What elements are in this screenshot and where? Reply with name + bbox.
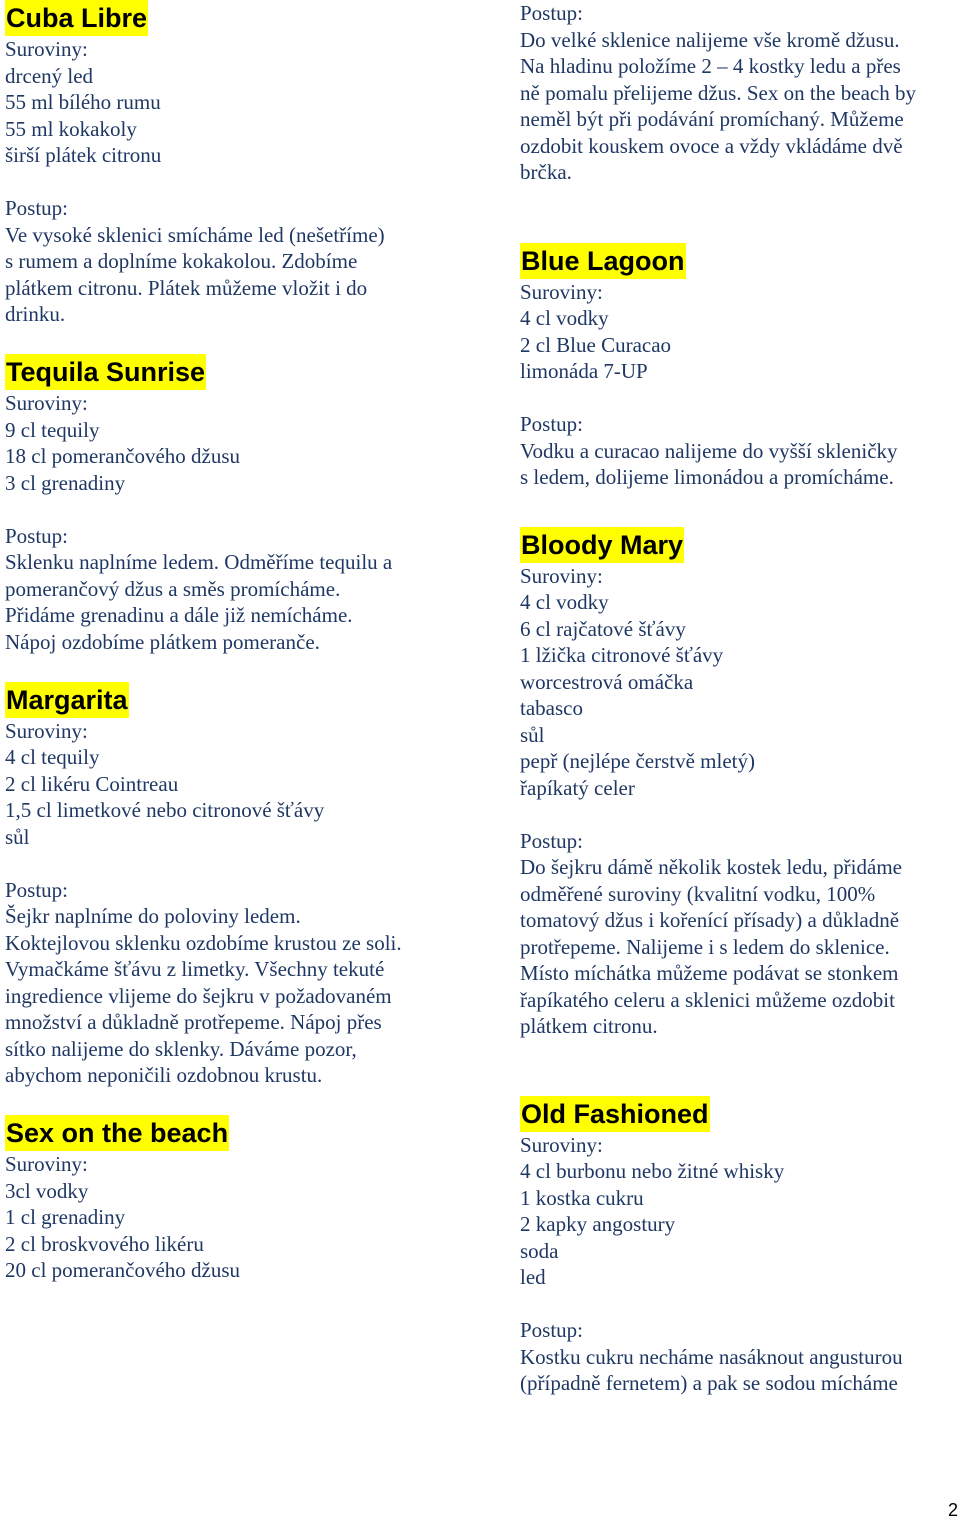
ingredients-list <box>5 63 475 169</box>
ingredients-label: Suroviny: <box>5 718 88 743</box>
recipe-title: Old Fashioned <box>520 1096 710 1132</box>
method-line: Vymačkáme šťávu z limetky. Všechny tekuté <box>5 957 385 981</box>
method-text <box>520 854 960 1040</box>
ingredients-list <box>520 1158 960 1291</box>
method-line: ingredience vlijeme do šejkru v požadovaném <box>5 983 392 1008</box>
ingredient-item: 1,5 cl limetkové nebo citronové šťávy <box>5 798 325 822</box>
recipe-cuba-libre <box>5 0 475 328</box>
ingredient-item: drcený led <box>5 63 94 88</box>
ingredient-item: 3cl vodky <box>5 1178 89 1203</box>
method-line: Nápoj ozdobíme plátkem pomeranče. <box>5 629 320 654</box>
ingredient-item: worcestrová omáčka <box>520 669 694 694</box>
recipe-title: Sex on the beach <box>5 1115 229 1151</box>
recipe-old-fashioned <box>520 1096 960 1397</box>
recipe-margarita <box>5 682 475 1089</box>
method-label: Postup: <box>520 1 584 25</box>
method-line: protřepeme. Nalijeme i s ledem do sklenice. <box>520 934 890 959</box>
method-line: sítko nalijeme do sklenky. Dáváme pozor, <box>5 1036 357 1061</box>
method-line: abychom neponičili ozdobnou krustu. <box>5 1063 323 1087</box>
recipe-blue-lagoon <box>520 243 960 491</box>
recipe-tequila-sunrise <box>5 354 475 655</box>
method-line: řapíkatého celeru a sklenici můžeme ozdobit <box>520 987 895 1012</box>
ingredient-item: 3 cl grenadiny <box>5 470 126 495</box>
ingredient-item: soda <box>520 1238 559 1263</box>
ingredient-item: 9 cl tequily <box>5 417 100 442</box>
ingredient-item: 4 cl vodky <box>520 590 609 614</box>
method-label: Postup: <box>5 196 69 220</box>
ingredient-item: 1 lžička citronové šťávy <box>520 643 724 667</box>
method-line: Do šejkru dámě několik kostek ledu, přidáme <box>520 855 902 879</box>
method-line: (případně fernetem) a pak se sodou mícháme <box>520 1371 898 1395</box>
ingredient-item: 55 ml bílého rumu <box>5 90 161 114</box>
ingredients-label: Suroviny: <box>5 37 88 61</box>
ingredients-label: Suroviny: <box>520 1132 603 1157</box>
recipe-title: Margarita <box>5 682 129 718</box>
ingredient-item: led <box>520 1265 546 1289</box>
method-line: s ledem, dolijeme limonádou a promícháme. <box>520 465 894 489</box>
ingredient-item: pepř (nejlépe čerstvě mletý) <box>520 749 755 773</box>
method-line: pomerančový džus a směs promícháme. <box>5 576 341 601</box>
recipe-title: Tequila Sunrise <box>5 354 206 390</box>
method-label: Postup: <box>5 523 69 548</box>
method-label: Postup: <box>520 828 584 853</box>
method-line: ozdobit kouskem ovoce a vždy vkládáme dvě <box>520 133 903 158</box>
method-line: Místo míchátka můžeme podávat se stonkem <box>520 961 899 985</box>
method-line: tomatový džus i kořenící přísady) a důkladně <box>520 908 900 932</box>
ingredients-list <box>5 744 475 850</box>
method-label: Postup: <box>520 412 584 436</box>
ingredients-list <box>520 305 960 385</box>
ingredients-label: Suroviny: <box>520 563 603 588</box>
method-line: plátkem citronu. Plátek můžeme vložit i do <box>5 275 368 300</box>
recipe-bloody-mary <box>520 527 960 1040</box>
ingredient-item: 1 kostka cukru <box>520 1185 644 1210</box>
method-line: Sklenku naplníme ledem. Odměříme tequilu a <box>5 550 393 574</box>
method-label: Postup: <box>520 1318 584 1342</box>
method-label: Postup: <box>5 877 69 902</box>
ingredients-list <box>5 417 475 497</box>
ingredient-item: tabasco <box>520 696 583 720</box>
ingredient-item: řapíkatý celer <box>520 775 635 800</box>
ingredients-label: Suroviny: <box>5 391 88 415</box>
method-text <box>520 27 960 186</box>
method-line: Do velké sklenice nalijeme vše kromě džusu. <box>520 27 900 52</box>
method-line: Šejkr naplníme do poloviny ledem. <box>5 904 301 928</box>
right-column <box>520 0 960 1397</box>
recipe-title: Blue Lagoon <box>520 243 686 279</box>
method-line: Na hladinu položíme 2 – 4 kostky ledu a přes <box>520 54 901 78</box>
recipe-title: Cuba Libre <box>5 0 148 36</box>
method-line: odměřené suroviny (kvalitní vodku, 100% <box>520 881 876 906</box>
recipe-continued <box>520 0 960 186</box>
method-line: ně pomalu přelijeme džus. Sex on the beach by <box>520 80 916 105</box>
ingredient-item: sůl <box>520 722 545 747</box>
ingredient-item: širší plátek citronu <box>5 143 162 167</box>
ingredient-item: 4 cl vodky <box>520 306 609 330</box>
recipe-title: Bloody Mary <box>520 527 684 563</box>
method-line: Kostku cukru necháme nasáknout angusturou <box>520 1344 903 1369</box>
ingredient-item: sůl <box>5 824 30 849</box>
method-text <box>520 1344 960 1397</box>
ingredient-item: 2 kapky angostury <box>520 1212 676 1236</box>
page-number: 2 <box>947 1500 958 1520</box>
ingredients-label: Suroviny: <box>5 1152 88 1176</box>
method-text <box>5 903 475 1089</box>
ingredient-item: 2 cl broskvového likéru <box>5 1231 204 1256</box>
ingredients-list <box>5 1178 475 1284</box>
ingredient-item: 18 cl pomerančového džusu <box>5 444 241 468</box>
method-line: drinku. <box>5 302 66 326</box>
left-column <box>5 0 475 1284</box>
method-text <box>520 438 960 491</box>
ingredient-item: limonáda 7-UP <box>520 359 648 383</box>
method-line: s rumem a doplníme kokakolou. Zdobíme <box>5 249 358 273</box>
ingredients-label: Suroviny: <box>520 279 603 304</box>
method-line: Vodku a curacao nalijeme do vyšší skleničky <box>520 438 898 463</box>
method-line: Ve vysoké sklenici smícháme led (nešetříme) <box>5 222 385 247</box>
method-line: plátkem citronu. <box>520 1014 658 1038</box>
method-text <box>5 549 475 655</box>
ingredients-list <box>520 589 960 801</box>
ingredient-item: 4 cl tequily <box>5 745 100 769</box>
method-line: brčka. <box>520 160 572 184</box>
ingredient-item: 2 cl Blue Curacao <box>520 332 672 357</box>
method-text <box>5 222 475 328</box>
recipe-sex-on-the-beach <box>5 1115 475 1284</box>
ingredient-item: 6 cl rajčatové šťávy <box>520 616 686 641</box>
method-line: neměl být při podávání promíchaný. Můžeme <box>520 107 904 131</box>
ingredient-item: 2 cl likéru Cointreau <box>5 771 179 796</box>
ingredient-item: 1 cl grenadiny <box>5 1205 126 1229</box>
method-line: Přidáme grenadinu a dále již nemícháme. <box>5 603 353 627</box>
ingredient-item: 4 cl burbonu nebo žitné whisky <box>520 1159 785 1183</box>
ingredient-item: 55 ml kokakoly <box>5 116 137 141</box>
ingredient-item: 20 cl pomerančového džusu <box>5 1258 241 1282</box>
method-line: Koktejlovou sklenku ozdobíme krustou ze soli. <box>5 930 402 955</box>
method-line: množství a důkladně protřepeme. Nápoj přes <box>5 1010 382 1034</box>
